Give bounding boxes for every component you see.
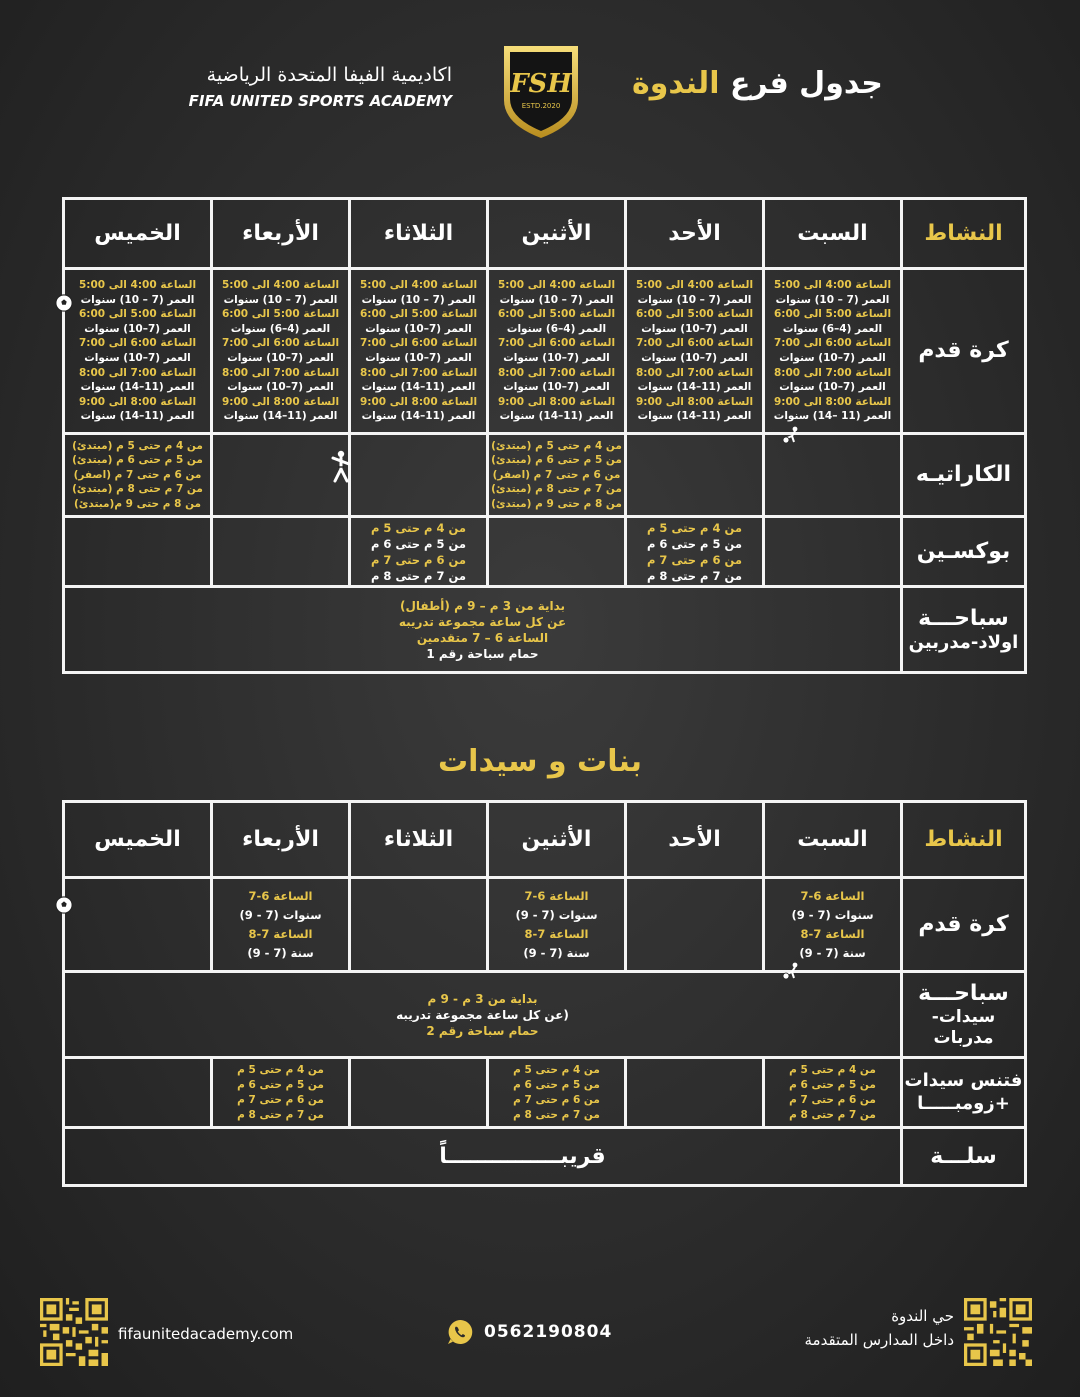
boxing-tue-cell <box>350 517 488 587</box>
cell-line: من 5 م حتى 6 م <box>370 536 466 551</box>
cell-line: (عن كل ساعة مجموعة تدريبه <box>396 1007 569 1022</box>
cell-line: العمر (7 – 10) سنوات <box>637 293 752 306</box>
cell-line: من 7 م حتى 8 م <box>237 1108 324 1121</box>
cell-line: الساعة 6-7 <box>800 888 865 903</box>
cell-line: الساعة 7:00 الى 8:00 <box>773 366 892 379</box>
karate-sat-cell <box>764 434 902 517</box>
cell-line: العمر (11–14) سنوات <box>223 410 338 423</box>
cell-line: العمر (11–14) سنوات <box>637 410 752 423</box>
cell-line: الساعة 7:00 الى 8:00 <box>221 366 340 379</box>
table-header-row <box>64 199 1026 269</box>
qr-code-icon <box>40 1298 108 1366</box>
girls-football-wed-cell <box>212 878 350 972</box>
cell-line: حمام سباحة رقم 2 <box>426 1023 539 1038</box>
swimming-row <box>64 587 1026 673</box>
football-icon <box>55 294 73 312</box>
cell-line: العمر (7–10) سنوات <box>84 352 191 364</box>
cell-line: الساعة 7:00 الى 8:00 <box>78 366 197 379</box>
cell-line: الساعة 4:00 الى 5:00 <box>635 279 754 292</box>
cell-line: العمر (7 – 10) سنوات <box>223 293 338 306</box>
cell-line: العمر (11–14) سنوات <box>80 381 195 394</box>
cell-line: بداية من 3 م – 9 م (أطفال) <box>399 598 566 613</box>
cell-line: الساعة 8:00 الى 9:00 <box>773 395 892 408</box>
cell-line: الساعة 8:00 الى 9:00 <box>635 395 754 408</box>
cell-line: من 6 م حتى 7 م <box>646 552 742 567</box>
cell-line: العمر (7 – 10) سنوات <box>80 293 195 306</box>
cell-line: العمر (7–10) سنوات <box>641 322 748 335</box>
cell-line: سنوات (7 - 9) <box>239 907 322 922</box>
girls-header-sat: السبت <box>764 802 902 878</box>
cell-line: الساعة 6:00 الى 7:00 <box>359 337 478 350</box>
karate-mon-cell <box>488 434 626 517</box>
header-sat: السبت <box>764 199 902 269</box>
cell-line: الساعة 5:00 الى 6:00 <box>359 308 478 321</box>
cell-line: العمر (7–10) سنوات <box>779 381 886 394</box>
cell-line: من 6 م حتى 7 م (اصفر) <box>492 468 621 481</box>
girls-football-row <box>64 878 1026 972</box>
girls-fitness-row <box>64 1058 1026 1128</box>
cell-line: الساعة 6:00 الى 7:00 <box>497 337 616 350</box>
cell-line: الساعة 6 – 7 متقدمين <box>416 630 549 645</box>
boxing-row <box>64 517 1026 587</box>
cell-line: الساعة 4:00 الى 5:00 <box>221 279 340 292</box>
cell-line: الساعة 5:00 الى 6:00 <box>221 308 340 321</box>
karate-icon <box>330 450 352 484</box>
soccer-player-icon <box>782 962 802 980</box>
cell-line: العمر (4–6) سنوات <box>782 322 883 335</box>
swimming-cell <box>64 587 902 673</box>
cell-line: من 7 م حتى 8 م <box>789 1108 876 1121</box>
girls-basketball-row <box>64 1128 1026 1186</box>
cell-line: العمر (4–6) سنوات <box>230 322 331 335</box>
header-tue: الثلاثاء <box>350 199 488 269</box>
cell-line: الساعة 7:00 الى 8:00 <box>635 366 754 379</box>
cell-line: الساعة 8:00 الى 9:00 <box>497 395 616 408</box>
girls-fitness-sat-cell <box>764 1058 902 1128</box>
karate-sun-cell <box>626 434 764 517</box>
header-mon: الأثنين <box>488 199 626 269</box>
cell-line: من 6 م حتى 7 م (اصفر) <box>73 468 202 481</box>
boxing-label: بوكسـين <box>902 517 1026 587</box>
cell-line: العمر (7–10) سنوات <box>779 352 886 364</box>
karate-tue-cell <box>350 434 488 517</box>
girls-fitness-wed-cell <box>212 1058 350 1128</box>
cell-line: العمر (11–14) سنوات <box>361 410 476 423</box>
cell-line: الساعة 4:00 الى 5:00 <box>359 279 478 292</box>
cell-line: من 5 م حتى 6 م (مبتدئ) <box>72 454 203 467</box>
football-thu-cell <box>64 269 212 434</box>
cell-line: الساعة 7-8 <box>524 926 589 941</box>
cell-line: من 5 م حتى 6 م (مبتدئ) <box>491 454 622 467</box>
cell-line: الساعة 7-8 <box>800 926 865 941</box>
girls-football-tue-cell <box>350 878 488 972</box>
boxing-wed-cell <box>212 517 350 587</box>
cell-line: العمر (11–14) سنوات <box>637 381 752 394</box>
boxing-sun-cell <box>626 517 764 587</box>
cell-line: من 4 م حتى 5 م <box>646 520 742 535</box>
cell-line: العمر (7–10) سنوات <box>84 322 191 335</box>
girls-header-tue: الثلاثاء <box>350 802 488 878</box>
girls-header-thu: الخميس <box>64 802 212 878</box>
cell-line: العمر (7–10) سنوات <box>641 352 748 364</box>
cell-line: الساعة 6:00 الى 7:00 <box>773 337 892 350</box>
cell-line: العمر (7 – 10) سنوات <box>499 293 614 306</box>
cell-line: الساعة 7:00 الى 8:00 <box>497 366 616 379</box>
cell-line: من 6 م حتى 7 م <box>789 1093 876 1106</box>
cell-line: عن كل ساعة مجموعة تدريبه <box>398 614 567 629</box>
girls-football-label: كرة قدم <box>902 878 1026 972</box>
cell-line: من 7 م حتى 8 م <box>370 568 466 583</box>
cell-line: سنة (7 - 9) <box>799 945 866 960</box>
girls-football-thu-cell <box>64 878 212 972</box>
girls-basketball-cell <box>64 1128 902 1186</box>
cell-line: من 5 م حتى 6 م <box>646 536 742 551</box>
cell-line: الساعة 7-8 <box>248 926 313 941</box>
header-thu: الخميس <box>64 199 212 269</box>
cell-line: من 6 م حتى 7 م <box>370 552 466 567</box>
boys-schedule-table <box>62 197 1027 674</box>
header-wed: الأربعاء <box>212 199 350 269</box>
boxing-thu-cell <box>64 517 212 587</box>
cell-line: الساعة 8:00 الى 9:00 <box>221 395 340 408</box>
karate-thu-cell <box>64 434 212 517</box>
girls-basketball-label: سلـــة <box>902 1128 1026 1186</box>
cell-line: من 6 م حتى 7 م <box>513 1093 600 1106</box>
cell-line: الساعة 4:00 الى 5:00 <box>78 279 197 292</box>
cell-line: من 7 م حتى 8 م (مبتدئ) <box>491 483 622 496</box>
girls-fitness-mon-cell <box>488 1058 626 1128</box>
girls-fitness-tue-cell <box>350 1058 488 1128</box>
cell-line: العمر (11 –14) سنوات <box>773 410 892 423</box>
girls-fitness-thu-cell <box>64 1058 212 1128</box>
cell-line: الساعة 6-7 <box>248 888 313 903</box>
cell-line: من 4 م حتى 5 م <box>513 1063 600 1076</box>
cell-line: الساعة 5:00 الى 6:00 <box>78 308 197 321</box>
football-sun-cell <box>626 269 764 434</box>
girls-header-mon: الأثنين <box>488 802 626 878</box>
cell-line: من 7 م حتى 8 م <box>513 1108 600 1121</box>
girls-section-title: بنات و سيدات <box>438 744 642 779</box>
cell-line: الساعة 4:00 الى 5:00 <box>773 279 892 292</box>
girls-swimming-row <box>64 972 1026 1058</box>
qr-code-icon <box>964 1298 1032 1366</box>
cell-line: سنوات (7 - 9) <box>791 907 874 922</box>
cell-line: بداية من 3 م - 9 م <box>427 991 538 1006</box>
cell-line: العمر (7–10) سنوات <box>365 322 472 335</box>
svg-text:ESTD.2020: ESTD.2020 <box>521 102 561 110</box>
page-title: جدول فرع الندوة <box>632 66 883 101</box>
cell-line: من 7 م حتى 8 م (مبتدئ) <box>72 483 203 496</box>
cell-line: حمام سباحة رقم 1 <box>426 646 539 661</box>
girls-header-activity: النشاط <box>902 802 1026 878</box>
football-tue-cell <box>350 269 488 434</box>
cell-line: سنة (7 - 9) <box>523 945 590 960</box>
football-label: كرة قدم <box>902 269 1026 434</box>
football-mon-cell <box>488 269 626 434</box>
academy-logo <box>500 42 582 140</box>
girls-header-sun: الأحد <box>626 802 764 878</box>
karate-wed-cell <box>212 434 350 517</box>
cell-line: الساعة 6-7 <box>524 888 589 903</box>
cell-line: سنوات (7 - 9) <box>515 907 598 922</box>
cell-line: من 5 م حتى 6 م <box>237 1078 324 1091</box>
girls-football-sun-cell <box>626 878 764 972</box>
cell-line: الساعة 6:00 الى 7:00 <box>78 337 197 350</box>
karate-label: الكاراتيـه <box>902 434 1026 517</box>
coming-soon-text: قريبـــــــــــــــاً <box>439 1144 606 1169</box>
cell-line: العمر (7 – 10) سنوات <box>361 293 476 306</box>
girls-header-row <box>64 802 1026 878</box>
girls-schedule-table <box>62 800 1027 1187</box>
cell-line: الساعة 7:00 الى 8:00 <box>359 366 478 379</box>
girls-fitness-sun-cell <box>626 1058 764 1128</box>
swimming-label: سباحـــة اولاد-مدربين <box>902 587 1026 673</box>
cell-line: من 4 م حتى 5 م <box>789 1063 876 1076</box>
boxing-sat-cell <box>764 517 902 587</box>
cell-line: من 8 م حتى 9 م (مبتدئ) <box>491 497 622 510</box>
cell-line: العمر (7 – 10) سنوات <box>775 293 890 306</box>
football-wed-cell <box>212 269 350 434</box>
cell-line: من 4 م حتى 5 م <box>370 520 466 535</box>
cell-line: العمر (11–14) سنوات <box>499 410 614 423</box>
soccer-player-icon <box>782 426 802 444</box>
cell-line: من 5 م حتى 6 م <box>789 1078 876 1091</box>
header-sun: الأحد <box>626 199 764 269</box>
cell-line: من 4 م حتى 5 م <box>237 1063 324 1076</box>
football-sat-cell <box>764 269 902 434</box>
girls-swimming-label: سباحـــة سيدات- مدربات <box>902 972 1026 1058</box>
boxing-mon-cell <box>488 517 626 587</box>
cell-line: العمر (7–10) سنوات <box>227 352 334 364</box>
girls-header-wed: الأربعاء <box>212 802 350 878</box>
football-row <box>64 269 1026 434</box>
website-link[interactable]: fifaunitedacademy.com <box>118 1325 294 1343</box>
academy-name-ar: اكاديمية الفيفا المتحدة الرياضية <box>206 64 452 86</box>
cell-line: الساعة 8:00 الى 9:00 <box>78 395 197 408</box>
girls-football-mon-cell <box>488 878 626 972</box>
football-icon <box>55 896 73 914</box>
cell-line: العمر (7–10) سنوات <box>365 352 472 364</box>
cell-line: العمر (11–14) سنوات <box>361 381 476 394</box>
cell-line: العمر (7–10) سنوات <box>227 381 334 394</box>
cell-line: الساعة 6:00 الى 7:00 <box>221 337 340 350</box>
svg-text:FSH: FSH <box>510 69 572 99</box>
cell-line: سنة (7 - 9) <box>247 945 314 960</box>
girls-fitness-label: فتنس سيدات +زومبـــــا <box>902 1058 1026 1128</box>
girls-football-sat-cell <box>764 878 902 972</box>
academy-name-en: FIFA UNITED SPORTS ACADEMY <box>188 92 452 110</box>
girls-swimming-cell <box>64 972 902 1058</box>
karate-row <box>64 434 1026 517</box>
branch-location: حي الندوة داخل المدارس المتقدمة <box>804 1307 954 1349</box>
cell-line: من 8 م حتى 9 م(مبتدئ) <box>73 497 202 510</box>
cell-line: من 7 م حتى 8 م <box>646 568 742 583</box>
cell-line: الساعة 5:00 الى 6:00 <box>497 308 616 321</box>
whatsapp-icon <box>446 1318 474 1346</box>
cell-line: الساعة 5:00 الى 6:00 <box>773 308 892 321</box>
phone-number[interactable]: 0562190804 <box>484 1322 613 1342</box>
cell-line: من 4 م حتى 5 م (مبتدئ) <box>72 439 203 452</box>
cell-line: العمر (7–10) سنوات <box>503 352 610 364</box>
cell-line: الساعة 5:00 الى 6:00 <box>635 308 754 321</box>
cell-line: الساعة 8:00 الى 9:00 <box>359 395 478 408</box>
cell-line: من 5 م حتى 6 م <box>513 1078 600 1091</box>
cell-line: العمر (7–10) سنوات <box>503 381 610 394</box>
cell-line: العمر (11–14) سنوات <box>80 410 195 423</box>
cell-line: من 4 م حتى 5 م (مبتدئ) <box>491 439 622 452</box>
cell-line: الساعة 4:00 الى 5:00 <box>497 279 616 292</box>
cell-line: الساعة 6:00 الى 7:00 <box>635 337 754 350</box>
header-activity: النشاط <box>902 199 1026 269</box>
cell-line: العمر (4–6) سنوات <box>506 322 607 335</box>
cell-line: من 6 م حتى 7 م <box>237 1093 324 1106</box>
